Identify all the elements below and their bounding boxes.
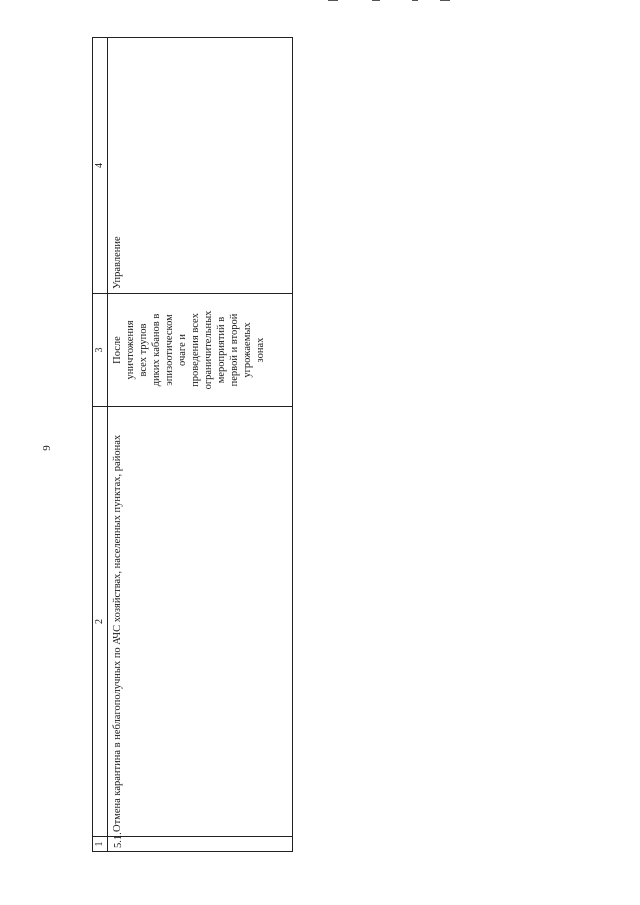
- scan-artifact-dash: [328, 0, 338, 1]
- column-header-4: 4: [93, 38, 108, 294]
- table-row: [108, 38, 293, 852]
- scan-artifact-dash: [440, 0, 450, 1]
- column-header-3: 3: [93, 294, 108, 407]
- measure-condition: [108, 294, 293, 407]
- condition-line: зонах: [255, 337, 266, 363]
- condition-line: эпизоотическом: [164, 314, 175, 386]
- row-number: 5.1.: [108, 837, 293, 852]
- condition-line: уничтожения: [125, 320, 136, 380]
- page-number: 9: [41, 445, 53, 451]
- condition-line: угрожаемых: [242, 322, 253, 378]
- responsible-party: Управление: [108, 38, 293, 294]
- measures-table: [92, 37, 293, 852]
- scan-artifact-dash: [372, 0, 380, 1]
- scan-artifact-dash: [412, 0, 418, 1]
- condition-line: После: [112, 336, 123, 364]
- condition-line: мероприятий в: [216, 316, 227, 384]
- column-header-1: 1: [93, 837, 108, 852]
- measure-description: Отмена карантина в неблагополучных по АЧС хозяйствах, населенных пунктах, районах: [108, 407, 293, 837]
- condition-line: всех трупов: [138, 323, 149, 377]
- condition-line: первой и второй: [229, 313, 240, 387]
- rotated-table-area: [92, 38, 288, 852]
- condition-line: очаге и: [177, 334, 188, 366]
- column-header-2: 2: [93, 407, 108, 837]
- table-header-row: [93, 38, 108, 852]
- condition-line: диких кабанов в: [151, 313, 162, 387]
- condition-line: ограничительных: [203, 310, 214, 390]
- condition-line: проведения всех: [190, 313, 201, 387]
